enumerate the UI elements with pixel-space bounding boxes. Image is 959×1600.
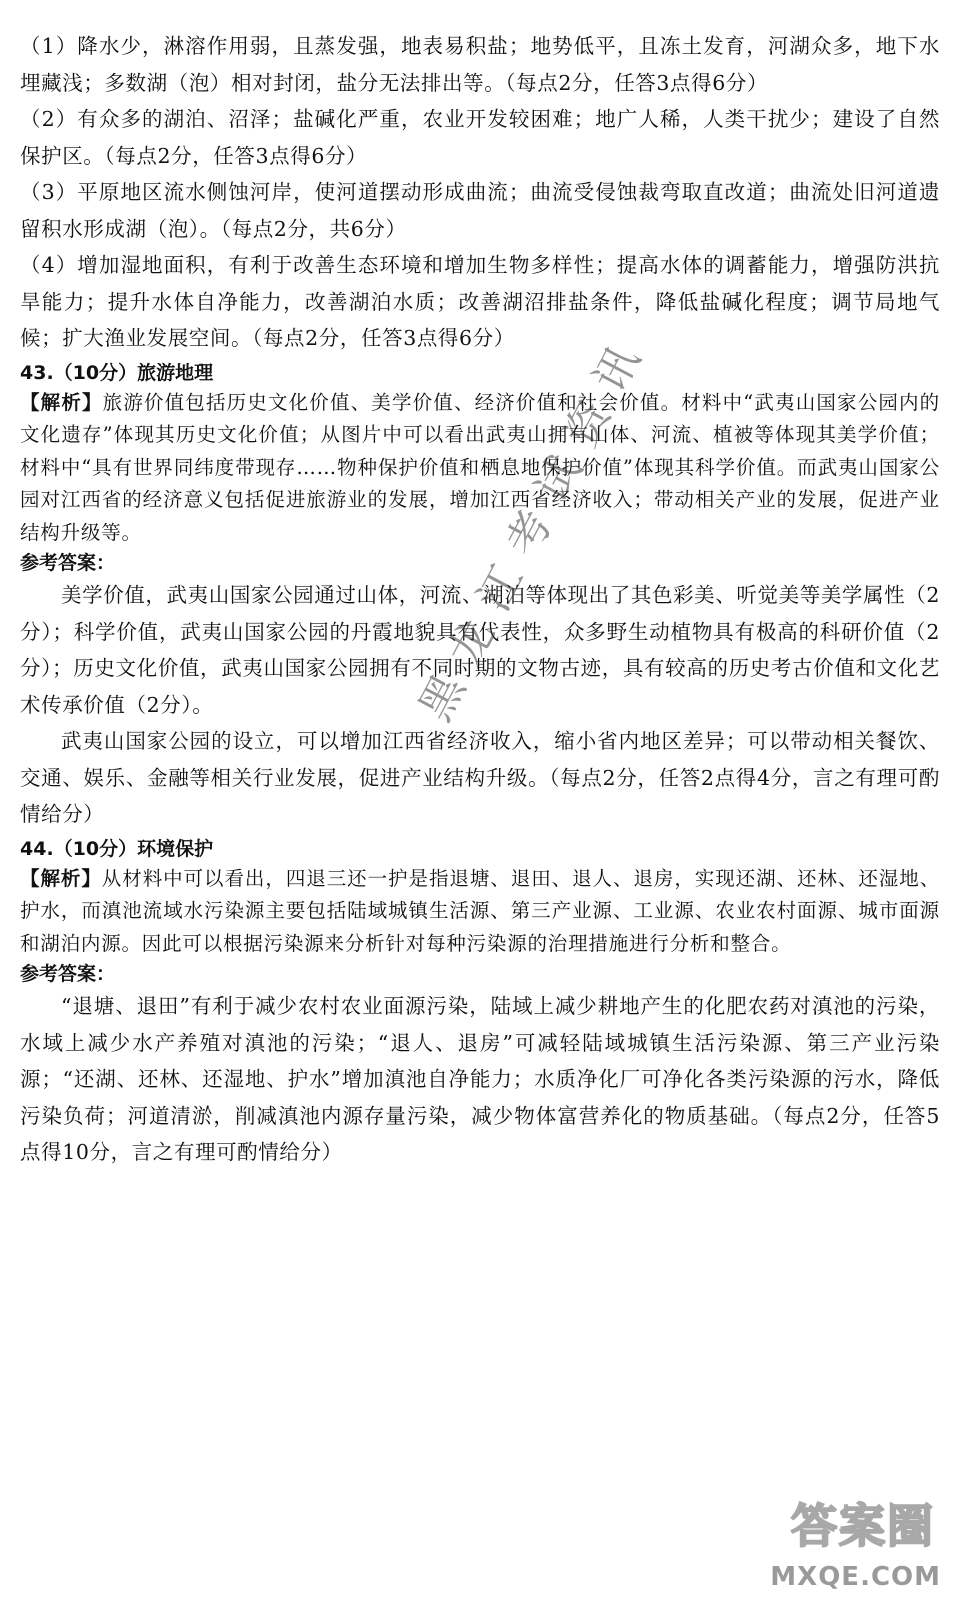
q44-reference-heading: 参考答案：: [20, 963, 116, 985]
q42-answer-4: （4）增加湿地面积，有利于改善生态环境和增加生物多样性；提高水体的调蓄能力，增强防洪抗旱能力；提升水体自净能力，改善湖泊水质；改善湖沼排盐条件，降低盐碱化程度；调节局地气候；扩大渔业发展空间。（每点2分，任答3点得6分）: [20, 253, 940, 350]
q44-analysis-text: 从材料中可以看出，四退三还一护是指退塘、退田、退人、退房，实现还湖、还林、还湿地、护水，而滇池流域水污染源主要包括陆域城镇生活源、第三产业源、工业源、农业农村面源、城市面源和湖泊内源。因此可以根据污染源来分析针对每种污染源的治理措施进行分析和整合。: [20, 866, 940, 955]
q43-heading: 43.（10分）旅游地理: [20, 361, 214, 384]
q42-answer-1: （1）降水少，淋溶作用弱，且蒸发强，地表易积盐；地势低平，且冻土发育，河湖众多，地下水埋藏浅；多数湖（泡）相对封闭，盐分无法排出等。（每点2分，任答3点得6分）: [20, 34, 940, 95]
q43-analysis-tag: 【解析】: [20, 390, 103, 414]
q44-analysis-tag: 【解析】: [20, 866, 102, 890]
q42-answer-2: （2）有众多的湖泊、沼泽；盐碱化严重，农业开发较困难；地广人稀，人类干扰少；建设了自然保护区。（每点2分，任答3点得6分）: [20, 107, 940, 168]
site-logo-cn: 答案圈: [791, 1499, 935, 1553]
q43-analysis: [20, 387, 940, 550]
q43-analysis-text: 旅游价值包括历史文化价值、美学价值、经济价值和社会价值。材料中“武夷山国家公园内的文化遗存”体现其历史文化价值；从图片中可以看出武夷山拥有山体、河流、植被等体现其美学价值；材料中“具有世界同纬度带现存……物种保护价值和栖息地保护价值”体现其科学价值。而武夷山国家公园对江西省的经济意义包括促进旅游业的发展，增加江西省经济收入；带动相关产业的发展，促进产业结构升级等。: [20, 390, 940, 544]
document-content: [20, 28, 940, 1171]
q43-reference-heading: 参考答案：: [20, 552, 116, 574]
watermark-text: 黑龙江考试资讯: [409, 321, 659, 730]
q43-reference-answer-2: 武夷山国家公园的设立，可以增加江西省经济收入，缩小省内地区差异；可以带动相关餐饮、交通、娱乐、金融等相关行业发展，促进产业结构升级。（每点2分，任答2点得4分，言之有理可酌情给分）: [20, 729, 940, 826]
site-logo-en: MXQE.COM: [770, 1562, 941, 1592]
q42-answer-3: （3）平原地区流水侧蚀河岸，使河道摆动形成曲流；曲流受侵蚀裁弯取直改道；曲流处旧河道遗留积水形成湖（泡）。（每点2分，共6分）: [20, 180, 940, 241]
q44-heading: 44.（10分）环境保护: [20, 837, 214, 860]
q43-reference-answer-1: 美学价值，武夷山国家公园通过山体，河流、湖泊等体现出了其色彩美、听觉美等美学属性（2分）；科学价值，武夷山国家公园的丹霞地貌具有代表性，众多野生动植物具有极高的科研价值（2分）；历史文化价值，武夷山国家公园拥有不同时期的文物古迹，具有较高的历史考古价值和文化艺术传承价值（2分）。: [20, 583, 940, 717]
q44-analysis: [20, 863, 940, 961]
q44-reference-answer-1: “退塘、退田”有利于减少农村农业面源污染，陆域上减少耕地产生的化肥农药对滇池的污染，水域上减少水产养殖对滇池的污染；“退人、退房”可减轻陆域城镇生活污染源、第三产业污染源；“还湖、还林、还湿地、护水”增加滇池自净能力；水质净化厂可净化各类污染源的污水，降低污染负荷；河道清淤，削减滇池内源存量污染，减少物体富营养化的物质基础。（每点2分，任答5点得10分，言之有理可酌情给分）: [20, 994, 940, 1164]
